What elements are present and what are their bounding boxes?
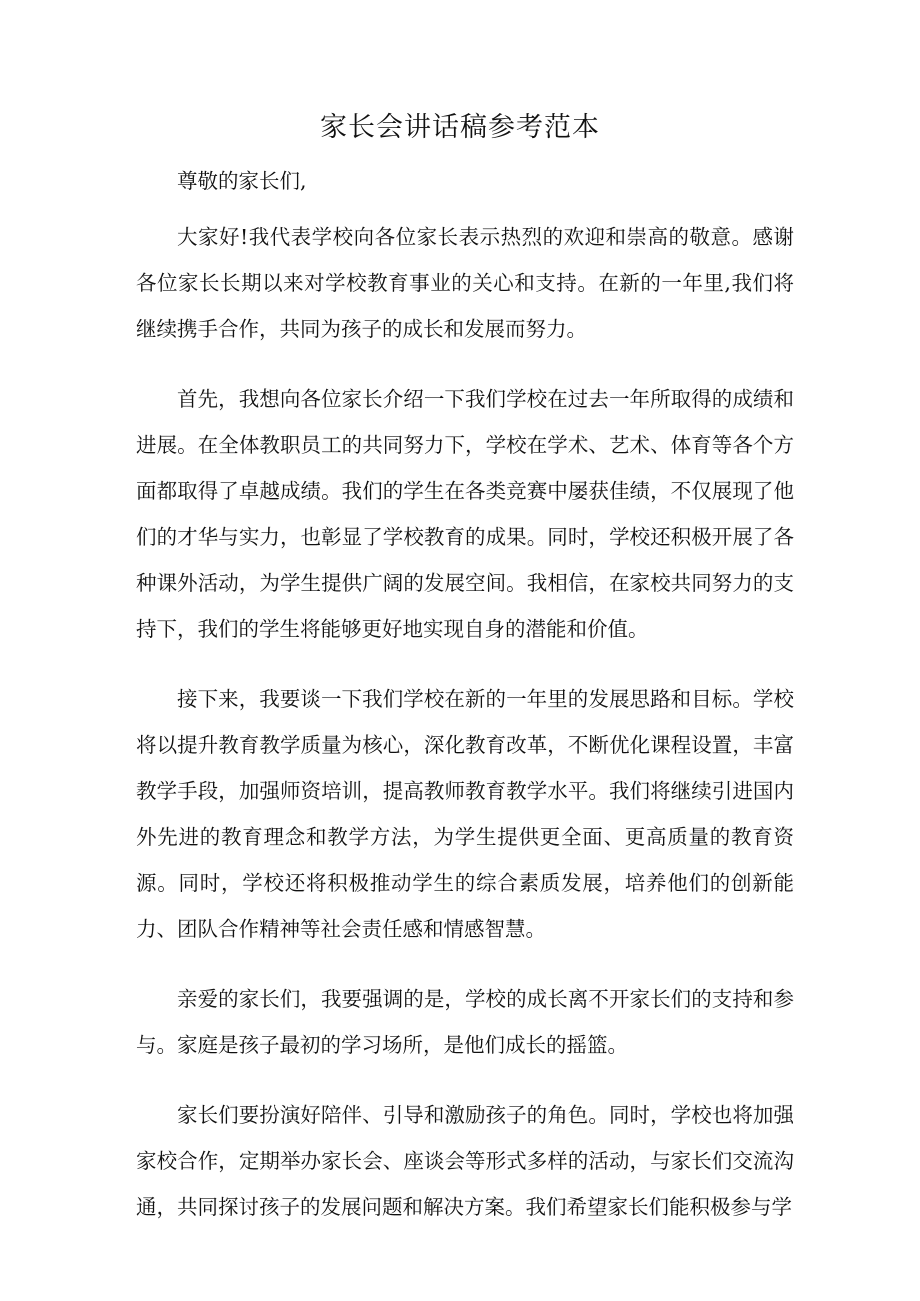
goals-paragraph: 接下来，我要谈一下我们学校在新的一年里的发展思路和目标。学校将以提升教育教学质量为核心，深化教育改革，不断优化课程设置，丰富教学手段，加强师资培训，提高教师教育教学水平。我们将继续引进国内外先进的教育理念和教学方法，为学生提供更全面、更高质量的教育资源。同时，学校还将积极推动学生的综合素质发展，培养他们的创新能力、团队合作精神等社会责任感和情感智慧。 — [136, 687, 794, 941]
achievements-paragraph: 首先，我想向各位家长介绍一下我们学校在过去一年所取得的成绩和进展。在全体教职员工的共同努力下，学校在学术、艺术、体育等各个方面都取得了卓越成绩。我们的学生在各类竞赛中屡获佳绩，不仅展现了他们的才华与实力，也彰显了学校教育的成果。同时，学校还积极开展了各种课外活动，为学生提供广阔的发展空间。我相信，在家校共同努力的支持下，我们的学生将能够更好地实现自身的潜能和价值。 — [136, 387, 794, 641]
salutation-paragraph: 尊敬的家长们, — [177, 169, 307, 193]
parents-role-paragraph: 亲爱的家长们，我要强调的是，学校的成长离不开家长们的支持和参与。家庭是孩子最初的学习场所，是他们成长的摇篮。 — [136, 987, 794, 1057]
greeting-paragraph: 大家好!我代表学校向各位家长表示热烈的欢迎和崇高的敬意。感谢各位家长长期以来对学校教育事业的关心和支持。在新的一年里,我们将继续携手合作，共同为孩子的成长和发展而努力。 — [136, 225, 794, 341]
document-title: 家长会讲话稿参考范本 — [320, 112, 600, 143]
document-body — [136, 158, 794, 1254]
cooperation-paragraph: 家长们要扮演好陪伴、引导和激励孩子的角色。同时，学校也将加强家校合作，定期举办家长会、座谈会等形式多样的活动，与家长们交流沟通，共同探讨孩子的发展问题和解决方案。我们希望家长们能积极参与学 — [136, 1103, 794, 1219]
